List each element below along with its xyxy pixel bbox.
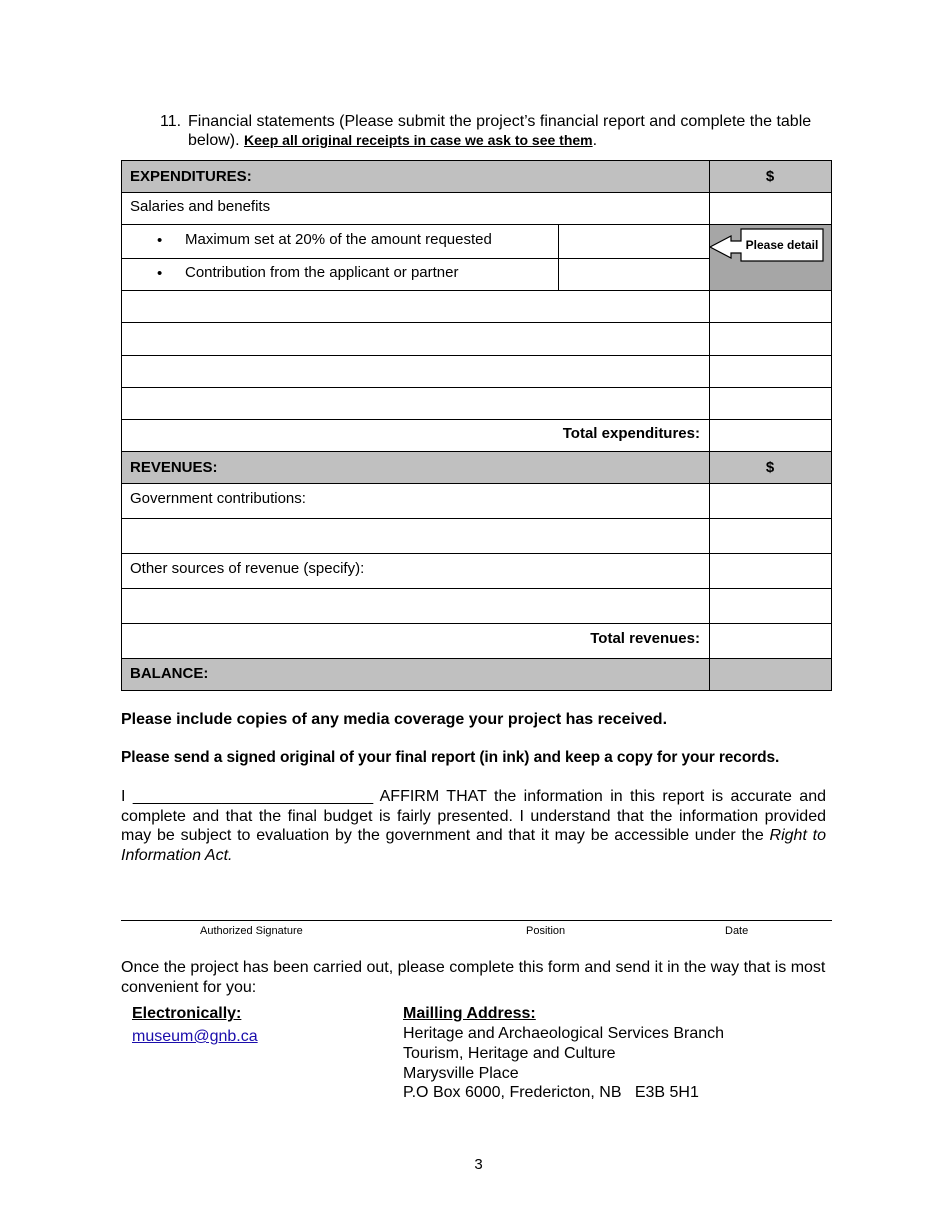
address-line: Marysville Place (403, 1065, 519, 1082)
act-name: Right to Information Act. (121, 827, 827, 864)
question-number: 11. (160, 113, 182, 130)
government-contributions-label: Government contributions: (130, 490, 306, 507)
media-coverage-note: Please include copies of any media coverage your project has received. (121, 711, 668, 728)
balance-label: BALANCE: (130, 665, 209, 682)
address-line: Tourism, Heritage and Culture (403, 1045, 616, 1062)
please-detail-text: Please detail (745, 238, 819, 252)
question-period: . (592, 132, 598, 149)
salaries-label: Salaries and benefits (130, 198, 271, 215)
balance-row-shade (121, 659, 832, 691)
expenditures-currency: $ (765, 168, 775, 185)
address-line: Heritage and Archaeological Services Branch (403, 1025, 725, 1042)
page-number: 3 (474, 1156, 483, 1173)
electronically-heading: Electronically: (132, 1005, 242, 1022)
total-revenues-label: Total revenues: (590, 630, 700, 647)
question-body: Financial statements (Please submit the project’s financial report and complete the table below). (188, 113, 812, 149)
signed-original-note: Please send a signed original of your final report (in ink) and keep a copy for your records. (121, 749, 780, 766)
address-line: P.O Box 6000, Fredericton, NB E3B 5H1 (403, 1084, 699, 1101)
signature-line (121, 920, 832, 921)
date-label: Date (725, 925, 749, 937)
bullet-glyph: • (157, 265, 163, 282)
affirmation-paragraph (121, 787, 826, 865)
position-label: Position (526, 925, 566, 937)
receipts-note: Keep all original receipts in case we ask to see them (244, 132, 593, 148)
total-expenditures-label: Total expenditures: (562, 425, 700, 442)
bullet-contribution: Contribution from the applicant or partner (185, 264, 459, 281)
affirmation-text: I ___________________________ AFFIRM THAT the information in this report is accurate and complete and that the final budget is fairly presented. I understand that the information provided may be subject to evaluation by the government and that it may be accessible under the (121, 788, 826, 844)
bullet-max-20-percent: Maximum set at 20% of the amount requested (185, 231, 492, 248)
mailing-address-heading: Mailling Address: (403, 1005, 536, 1022)
submission-instructions: Once the project has been carried out, please complete this form and send it in the way that is most convenient for you: (121, 959, 826, 996)
revenues-currency: $ (765, 459, 775, 476)
revenues-header: REVENUES: (130, 459, 218, 476)
bullet-glyph: • (157, 232, 163, 249)
authorized-signature-label: Authorized Signature (200, 925, 303, 937)
expenditures-header: EXPENDITURES: (130, 168, 252, 185)
question-text (188, 112, 838, 150)
email-link[interactable]: museum@gnb.ca (132, 1028, 258, 1045)
other-revenue-label: Other sources of revenue (specify): (130, 560, 365, 577)
